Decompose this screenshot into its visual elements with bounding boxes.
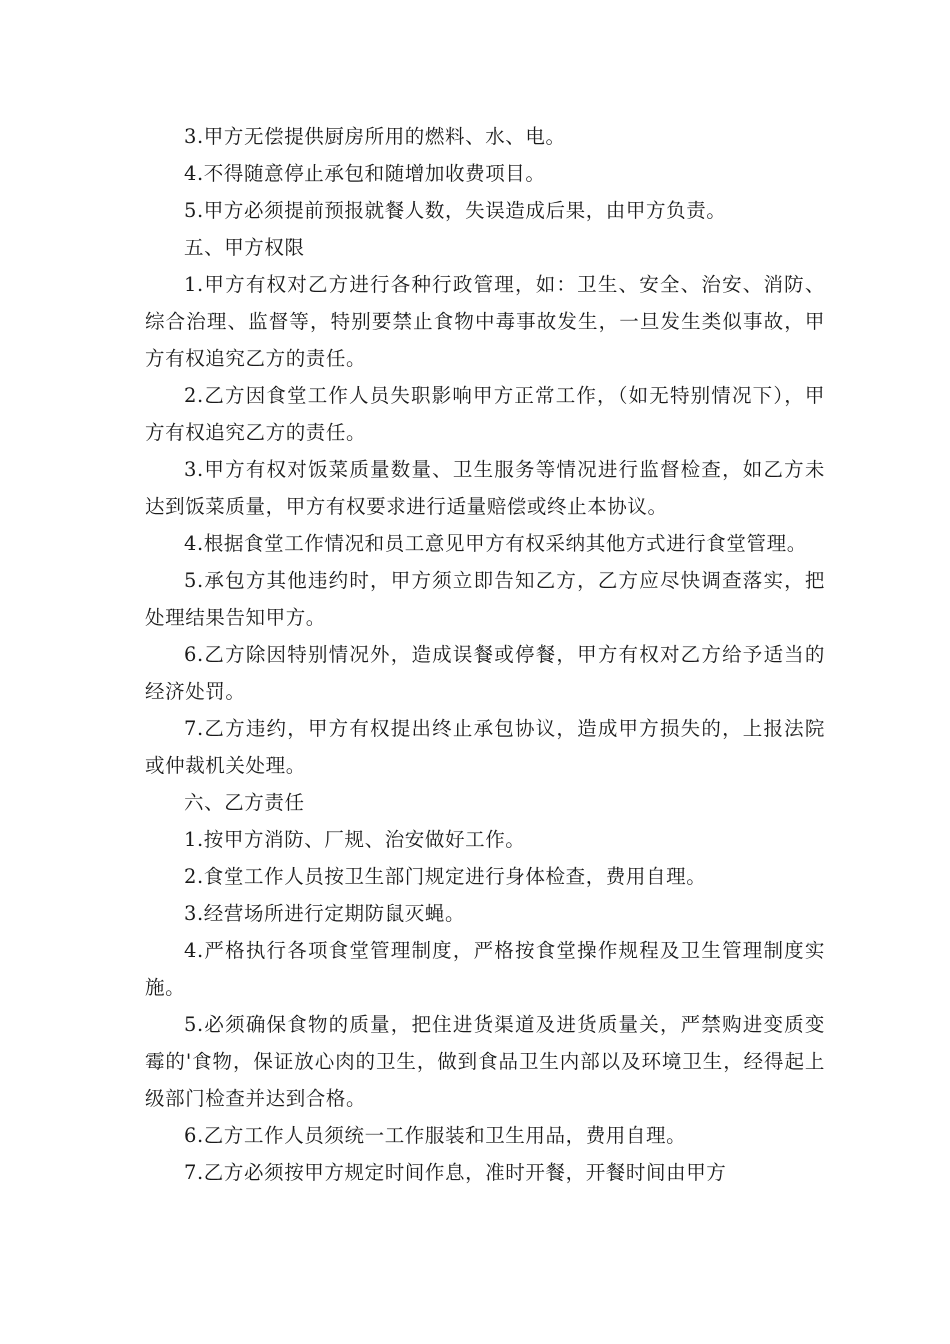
clause-4-no-extra-fees: 4.不得随意停止承包和随增加收费项目。 — [184, 162, 546, 185]
rights-item-7: 7.乙方违约，甲方有权提出终止承包协议，造成甲方损失的，上报法院或仲裁机关处理。 — [145, 717, 825, 777]
duties-item-5: 5.必须确保食物的质量，把住进货渠道及进货质量关，严禁购进变质变霉的'食物，保证放心肉的卫生，做到食品卫生内部以及环境卫生，经得起上级部门检查并达到合格。 — [145, 1013, 825, 1110]
rights-item-6: 6.乙方除因特别情况外，造成误餐或停餐，甲方有权对乙方给予适当的经济处罚。 — [145, 643, 825, 703]
document-body — [145, 118, 825, 1191]
duties-item-1: 1.按甲方消防、厂规、治安做好工作。 — [184, 828, 526, 851]
section-heading-party-b-duties: 六、乙方责任 — [184, 791, 305, 814]
duties-item-6: 6.乙方工作人员须统一工作服装和卫生用品，费用自理。 — [184, 1124, 687, 1147]
duties-item-7: 7.乙方必须按甲方规定时间作息，准时开餐，开餐时间由甲方 — [184, 1161, 727, 1184]
rights-item-3: 3.甲方有权对饭菜质量数量、卫生服务等情况进行监督检查，如乙方未达到饭菜质量，甲方有权要求进行适量赔偿或终止本协议。 — [145, 458, 825, 518]
rights-item-4: 4.根据食堂工作情况和员工意见甲方有权采纳其他方式进行食堂管理。 — [184, 532, 807, 555]
rights-item-2: 2.乙方因食堂工作人员失职影响甲方正常工作，（如无特别情况下），甲方有权追究乙方的责任。 — [145, 384, 825, 444]
section-heading-party-a-rights: 五、甲方权限 — [184, 236, 305, 259]
duties-item-4: 4.严格执行各项食堂管理制度，严格按食堂操作规程及卫生管理制度实施。 — [145, 939, 825, 999]
rights-item-1: 1.甲方有权对乙方进行各种行政管理，如：卫生、安全、治安、消防、综合治理、监督等，特别要禁止食物中毒事故发生，一旦发生类似事故，甲方有权追究乙方的责任。 — [145, 273, 825, 370]
clause-3-fuel-water-electricity: 3.甲方无偿提供厨房所用的燃料、水、电。 — [184, 125, 566, 148]
duties-item-3: 3.经营场所进行定期防鼠灭蝇。 — [184, 902, 466, 925]
clause-5-diner-count: 5.甲方必须提前预报就餐人数，失误造成后果，由甲方负责。 — [184, 199, 727, 222]
duties-item-2: 2.食堂工作人员按卫生部门规定进行身体检查，费用自理。 — [184, 865, 707, 888]
rights-item-5: 5.承包方其他违约时，甲方须立即告知乙方，乙方应尽快调查落实，把处理结果告知甲方。 — [145, 569, 825, 629]
